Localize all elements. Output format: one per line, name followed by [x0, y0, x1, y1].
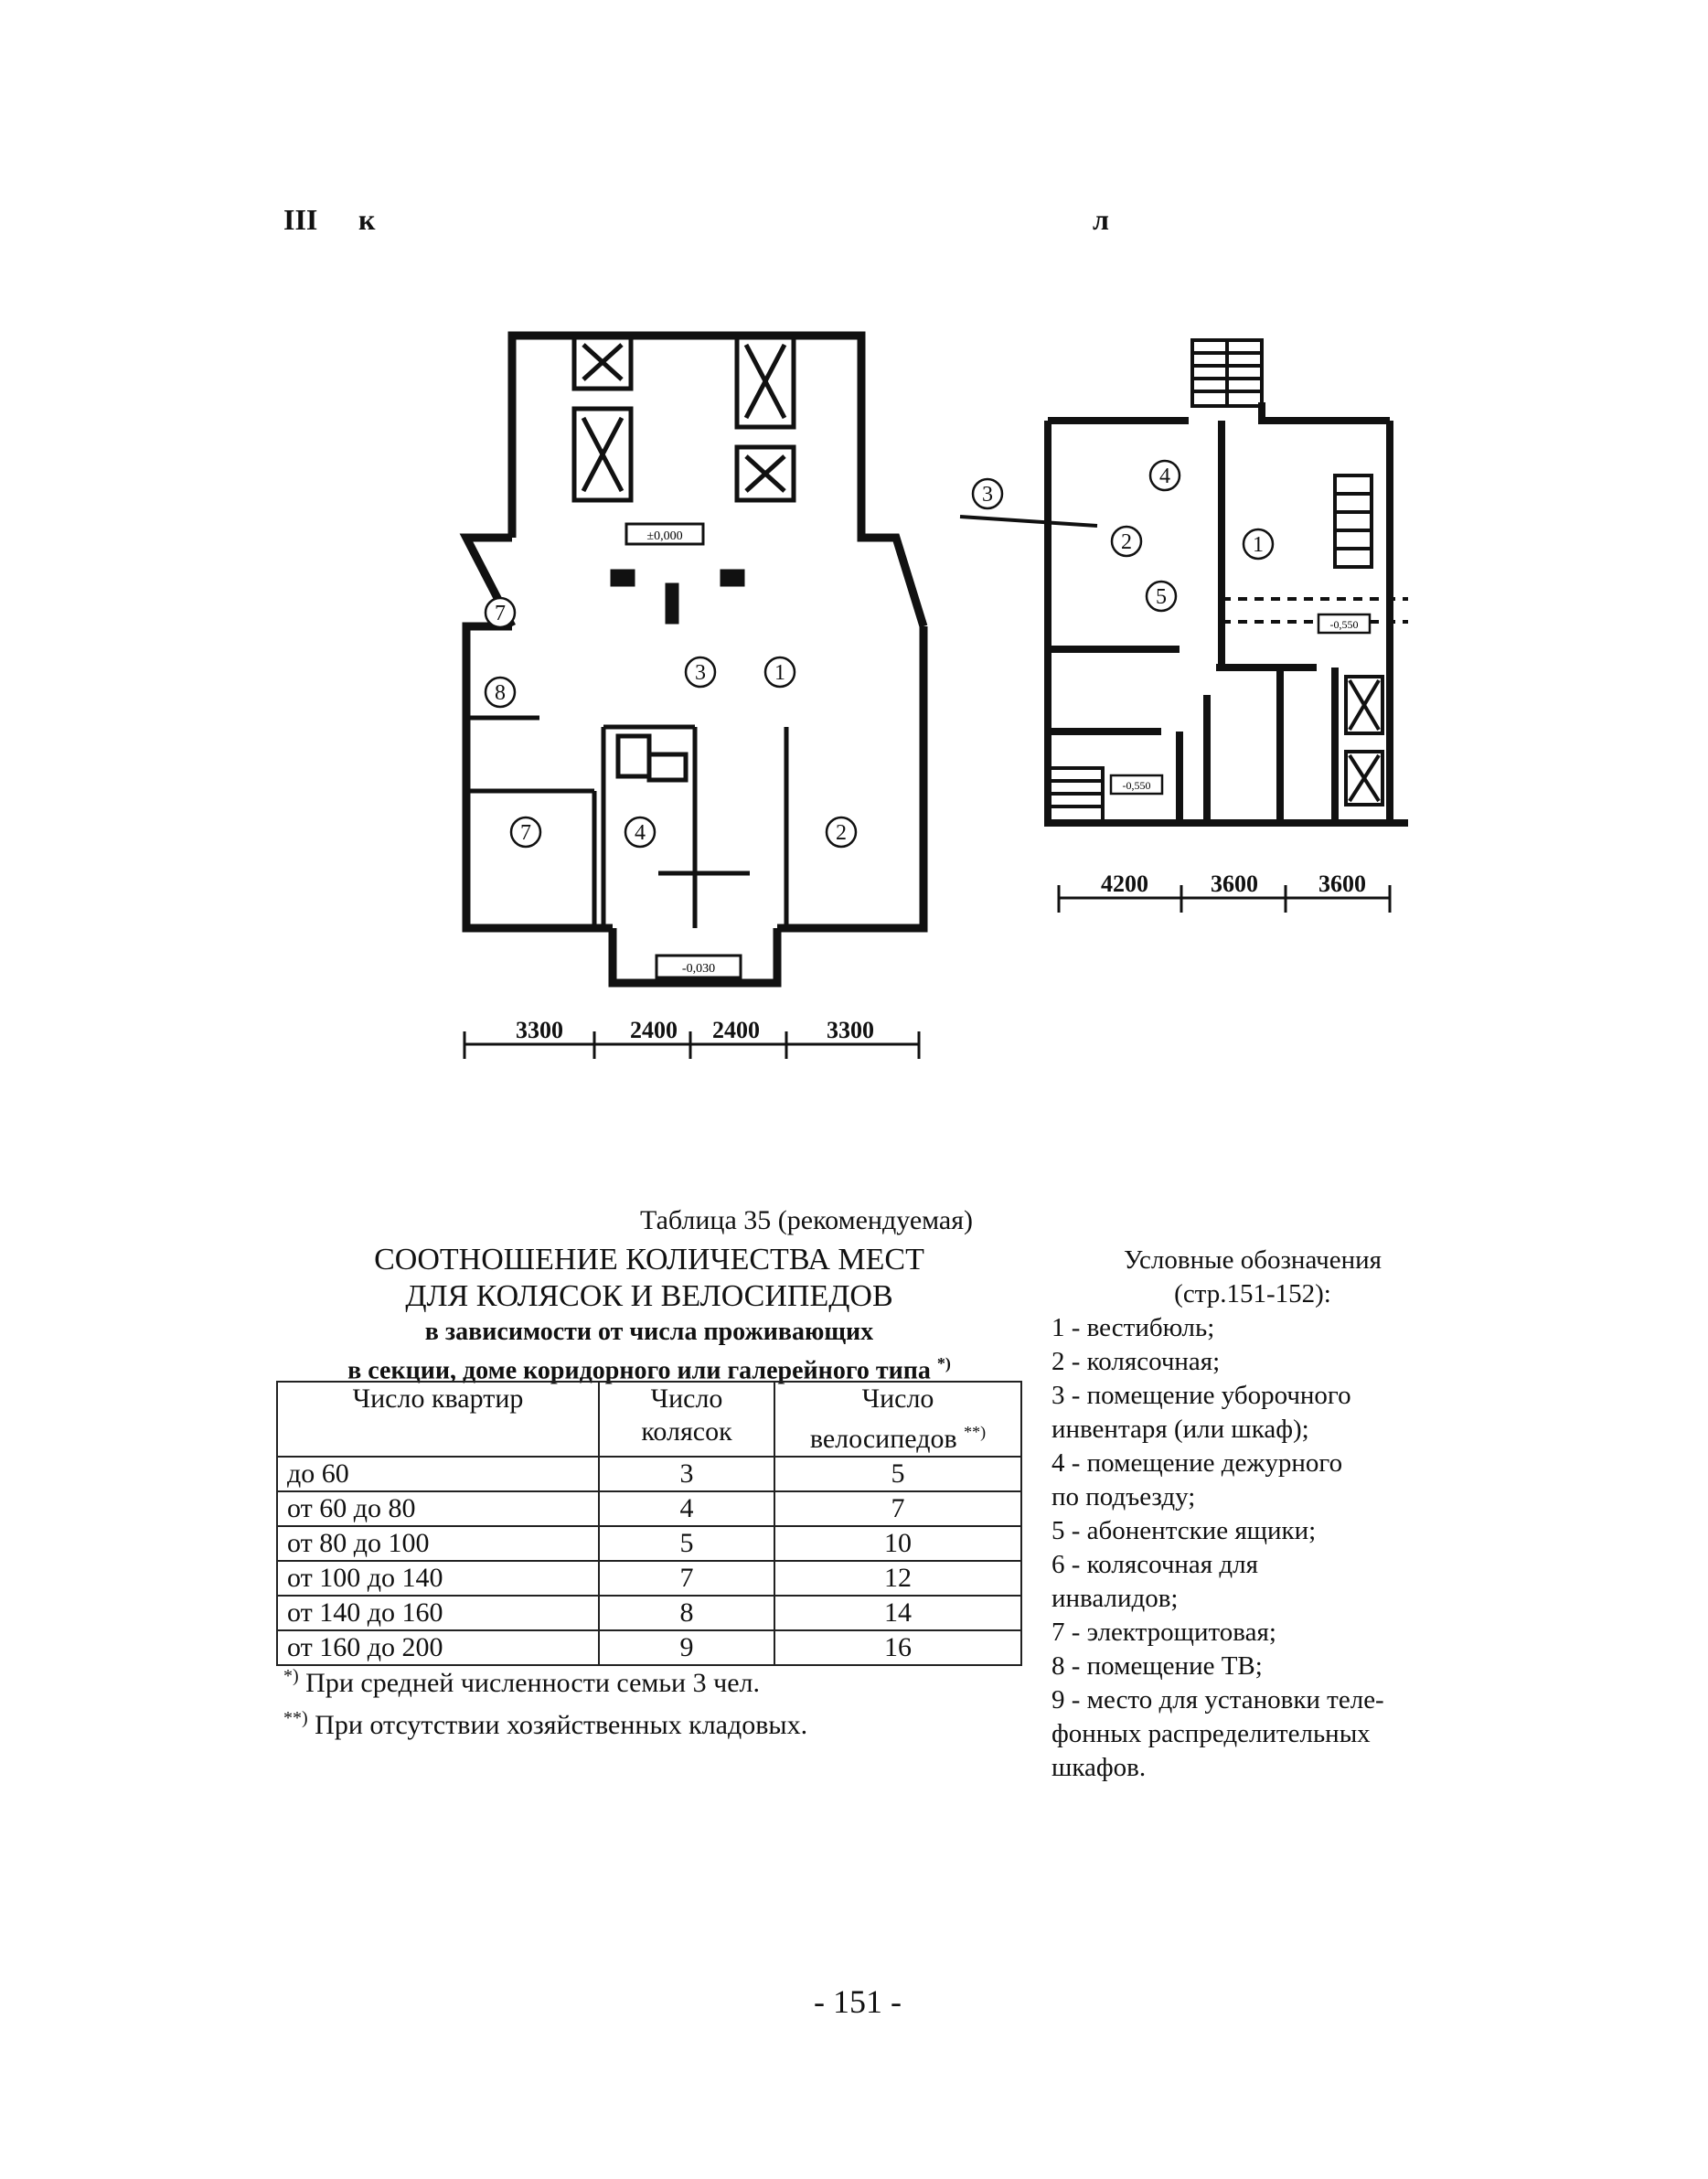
- table-subtitle-line1: в зависимости от числа проживающих: [424, 1318, 874, 1346]
- legend-item: 4 - помещение дежурного: [1051, 1448, 1343, 1478]
- room-label-3: 3: [695, 661, 706, 685]
- room-label-7b: 7: [520, 821, 531, 845]
- ratio-table: [276, 1381, 1022, 1666]
- legend-item: 9 - место для установки теле-: [1051, 1685, 1384, 1714]
- dimension-line-right: [1051, 869, 1399, 924]
- room-label-right-3: 3: [982, 483, 993, 507]
- legend-item: 7 - электрощитовая;: [1051, 1618, 1276, 1647]
- table-subtitle-line2: в секции, доме коридорного или галерейного типа *): [347, 1354, 951, 1385]
- dimension-3300-a: 3300: [516, 1017, 563, 1043]
- legend-item: инвентаря (или шкаф);: [1051, 1415, 1309, 1444]
- room-label-7a: 7: [495, 602, 506, 625]
- dimension-2400-b: 2400: [712, 1017, 760, 1043]
- page-number: - 151 -: [814, 1983, 902, 2020]
- col-apartments: Число квартир: [277, 1382, 599, 1457]
- legend-item: инвалидов;: [1051, 1584, 1179, 1613]
- col-bicycles: Число велосипедов **): [774, 1382, 1021, 1457]
- level-label-top: ±0,000: [646, 529, 683, 543]
- table-number: Таблица 35 (рекомендуемая): [640, 1205, 974, 1235]
- table-row: до 60 3 5: [277, 1457, 1021, 1491]
- table-row: от 160 до 200 9 16: [277, 1630, 1021, 1665]
- legend-pages: (стр.151-152):: [1174, 1279, 1331, 1308]
- footnote-2: **) При отсутствии хозяйственных кладовых.: [283, 1708, 808, 1740]
- legend-item: фонных распределительных: [1051, 1719, 1371, 1748]
- room-label-right-5: 5: [1156, 585, 1167, 609]
- room-label-right-2: 2: [1121, 530, 1132, 554]
- legend-item: по подъезду;: [1051, 1482, 1196, 1511]
- legend-item: шкафов.: [1051, 1753, 1147, 1782]
- legend-item: 6 - колясочная для: [1051, 1550, 1258, 1579]
- legend-item: 1 - вестибюль;: [1051, 1313, 1215, 1342]
- footnote-1: *) При средней численности семьи 3 чел.: [283, 1666, 760, 1698]
- footnote-mark: *): [936, 1354, 951, 1373]
- floor-plan-left: [448, 325, 942, 1056]
- legend-item: 2 - колясочная;: [1051, 1347, 1221, 1376]
- room-label-1: 1: [774, 661, 785, 685]
- legend-item: 8 - помещение ТВ;: [1051, 1651, 1263, 1681]
- header-right-letter: л: [1093, 203, 1109, 236]
- room-label-right-4: 4: [1159, 465, 1170, 488]
- dimension-2400-a: 2400: [630, 1017, 678, 1043]
- table-row: от 80 до 100 5 10: [277, 1526, 1021, 1561]
- table-row: от 60 до 80 4 7: [277, 1491, 1021, 1526]
- legend-item: 3 - помещение уборочного: [1051, 1381, 1351, 1410]
- header-left-letter: к: [358, 203, 376, 236]
- floor-plan-right: [951, 329, 1408, 860]
- level-label-bottom: -0,030: [681, 962, 716, 976]
- table-row: от 140 до 160 8 14: [277, 1596, 1021, 1630]
- table-title-line2: ДЛЯ КОЛЯСОК И ВЕЛОСИПЕДОВ: [405, 1279, 893, 1313]
- level-label-bottom-right: -0,550: [1122, 779, 1151, 792]
- table-row: от 100 до 140 7 12: [277, 1561, 1021, 1596]
- dimension-3300-b: 3300: [827, 1017, 874, 1043]
- dimension-line-left: [457, 1015, 933, 1070]
- dimension-3600-b: 3600: [1318, 871, 1366, 897]
- level-label-right: -0,550: [1329, 618, 1359, 631]
- legend-item: 5 - абонентские ящики;: [1051, 1516, 1317, 1545]
- legend: [1051, 1244, 1454, 1785]
- dimension-4200: 4200: [1101, 871, 1148, 897]
- room-label-4: 4: [635, 821, 646, 845]
- dimension-3600-a: 3600: [1211, 871, 1258, 897]
- col-strollers: Число колясок: [599, 1382, 774, 1457]
- legend-title: Условные обозначения: [1124, 1245, 1382, 1275]
- room-label-2: 2: [836, 821, 847, 845]
- room-label-right-1: 1: [1253, 533, 1264, 557]
- table-title-line1: СООТНОШЕНИЕ КОЛИЧЕСТВА МЕСТ: [374, 1243, 924, 1276]
- room-label-8: 8: [495, 681, 506, 705]
- header-left-roman: III: [283, 203, 318, 236]
